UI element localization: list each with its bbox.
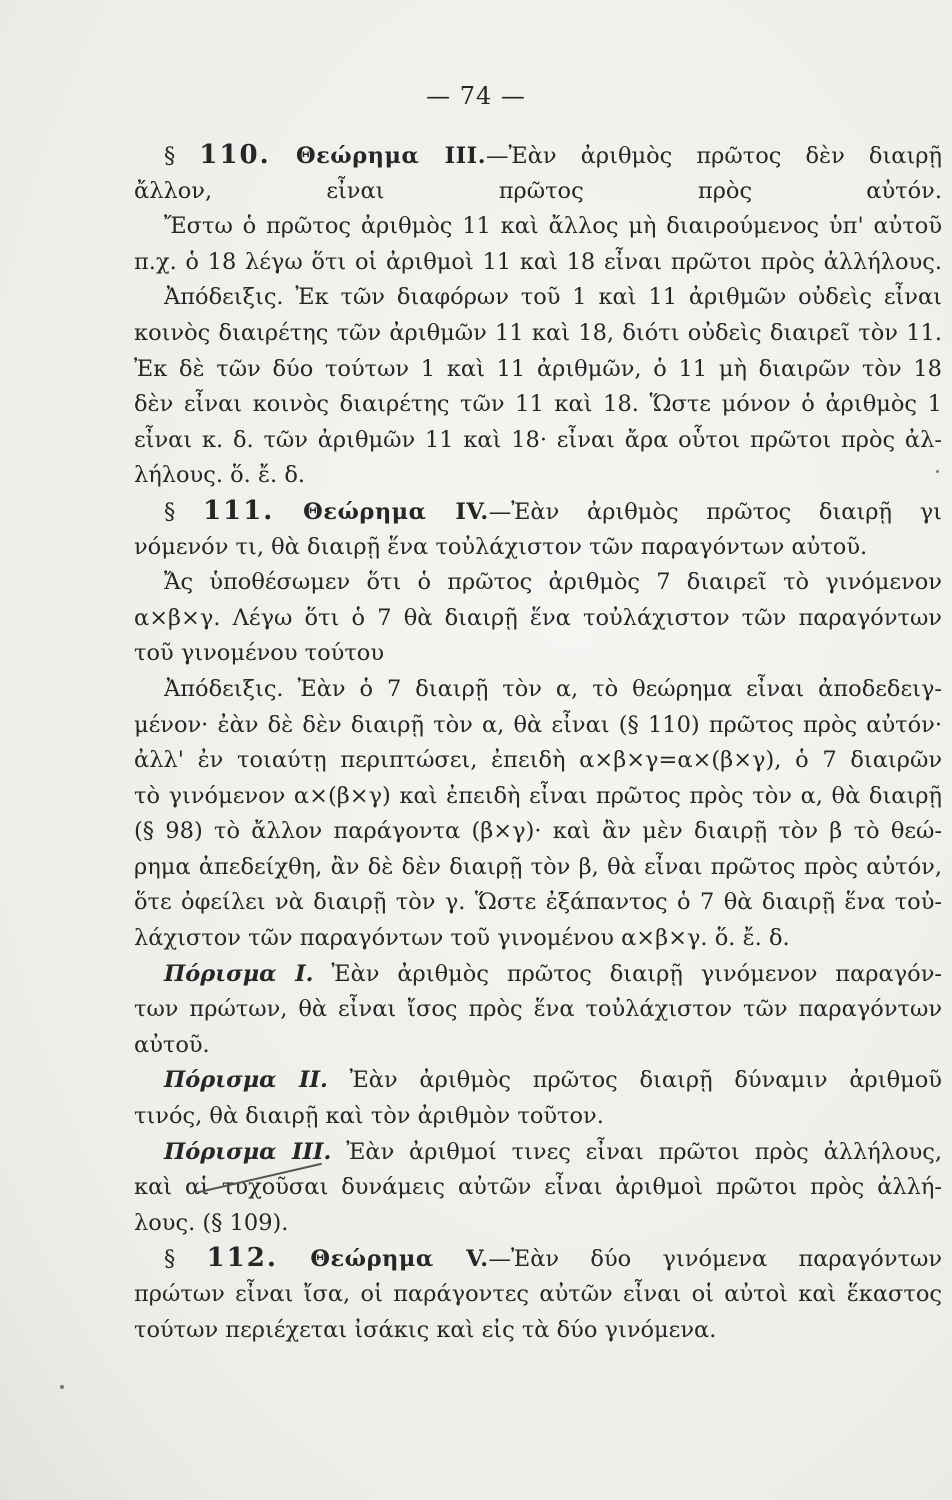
line-text: εἶναι κ. δ. τῶν ἀριθμῶν 11 καὶ 18· εἶναι ἄρα οὗτοι πρῶτοι πρὸς ἀλ- (134, 426, 942, 453)
text-line (134, 458, 942, 494)
text-line (134, 280, 942, 316)
line-text: λήλους. ὅ. ἔ. δ. (134, 462, 306, 489)
ink-speck (60, 1385, 64, 1389)
line-text: Ἔστω ὁ πρῶτος ἀριθμὸς 11 καὶ ἄλλος μὴ διαιρούμενος ὑπ' αὐτοῦ (164, 213, 942, 240)
corollary-heading: Πόρισμα ΙΙΙ. (164, 1138, 332, 1165)
text-line (134, 743, 942, 779)
line-text: Ἀπόδειξις. Ἐκ τῶν διαφόρων τοῦ 1 καὶ 11 ἀριθμῶν οὐδεὶς εἶναι (164, 284, 942, 311)
line-text: Ἐὰν ἀριθμὸς πρῶτος διαιρῇ δύναμιν ἀριθμοῦ (327, 1067, 942, 1094)
page-body-text (134, 138, 942, 1348)
section-sign: § (164, 1246, 207, 1273)
corollary-heading: Πόρισμα Ι. (164, 960, 314, 987)
line-text: Ἄς ὑποθέσωμεν ὅτι ὁ πρῶτος ἀριθμὸς 7 διαιρεῖ τὸ γινόμενον (164, 569, 942, 596)
line-text: —Ἐὰν ἀριθμὸς πρῶτος δὲν διαιρῇ (486, 143, 942, 169)
text-line (134, 138, 942, 174)
line-text: ὅτε ὀφείλει νὰ διαιρῇ τὸν γ. Ὥστε ἐξάπαντος ὁ 7 θὰ διαιρῇ ἕνα τοὐ- (134, 889, 942, 916)
text-line (134, 779, 942, 815)
line-text: π.χ. ὁ 18 λέγω ὅτι οἱ ἀριθμοὶ 11 καὶ 18 εἶναι πρῶτοι πρὸς ἀλλήλους. (134, 248, 942, 275)
ink-speck (936, 470, 939, 473)
text-line (134, 814, 942, 850)
section-sign: § (164, 498, 203, 525)
text-line (134, 992, 942, 1028)
text-line (134, 494, 942, 530)
text-line (134, 1313, 942, 1349)
text-line (134, 423, 942, 459)
line-text: τινός, θὰ διαιρῇ καὶ τὸν ἀριθμὸν τοῦτον. (134, 1103, 604, 1130)
text-line (134, 1028, 942, 1064)
line-text: μένον· ἐὰν δὲ δὲν διαιρῇ τὸν α, θὰ εἶναι (§ 110) πρῶτος πρὸς αὐτόν· (134, 711, 942, 738)
line-text: πρώτων εἶναι ἴσα, οἱ παράγοντες αὐτῶν εἶναι οἱ αὐτοὶ καὶ ἕκαστος (134, 1281, 942, 1307)
theorem-heading: Θεώρημα ΙΙΙ. (270, 143, 487, 169)
text-line (134, 316, 942, 352)
text-line (134, 1241, 942, 1277)
line-text: κοινὸς διαιρέτης τῶν ἀριθμῶν 11 καὶ 18, διότι οὐδεὶς διαιρεῖ τὸν 11. (134, 319, 942, 346)
line-text: —Ἐὰν δύο γινόμενα παραγόντων (488, 1246, 942, 1273)
text-line (134, 1170, 942, 1206)
line-text: τούτων περιέχεται ἰσάκις καὶ εἰς τὰ δύο γινόμενα. (134, 1316, 717, 1343)
line-text: ρημα ἀπεδείχθη, ἂν δὲ δὲν διαιρῇ τὸν β, θὰ εἶναι πρῶτος πρὸς αὐτόν, (134, 853, 942, 880)
line-text: τὸ γινόμενον α×(β×γ) καὶ ἐπειδὴ εἶναι πρῶτος πρὸς τὸν α, θὰ διαιρῇ (134, 782, 942, 809)
line-text: —Ἐὰν ἀριθμὸς πρῶτος διαιρῇ γι (488, 498, 942, 525)
line-text: λάχιστον τῶν παραγόντων τοῦ γινομένου α×β×γ. ὅ. ἔ. δ. (134, 925, 790, 952)
text-line (134, 636, 942, 672)
text-line (134, 1063, 942, 1099)
line-text: Ἐὰν ἀριθμὸς πρῶτος διαιρῇ γινόμενον παραγόν- (313, 960, 942, 987)
text-line (134, 1135, 942, 1171)
line-text: καὶ αἱ τυχοῦσαι δυνάμεις αὐτῶν εἶναι ἀριθμοὶ πρῶτοι πρὸς ἀλλή- (134, 1174, 942, 1201)
text-line (134, 850, 942, 886)
text-line (134, 957, 942, 993)
line-text: ἄλλον, εἶναι πρῶτος πρὸς αὐτόν. (134, 177, 942, 204)
section-sign: § (164, 143, 200, 169)
page-number: — 74 — (426, 82, 526, 110)
text-line (134, 245, 942, 281)
text-line (134, 530, 942, 566)
text-line (134, 1206, 942, 1242)
section-number: 112. (206, 1243, 278, 1274)
line-text: δὲν εἶναι κοινὸς διαιρέτης τῶν 11 καὶ 18. Ὥστε μόνον ὁ ἀριθμὸς 1 (134, 391, 942, 418)
line-text: αὐτοῦ. (134, 1031, 210, 1058)
theorem-heading: Θεώρημα IV. (274, 498, 489, 525)
line-text: (§ 98) τὸ ἄλλον παράγοντα (β×γ)· καὶ ἂν μὲν διαιρῇ τὸν β τὸ θεώ- (134, 818, 942, 845)
text-line (134, 1099, 942, 1135)
text-line (134, 1277, 942, 1313)
line-text: Ἐκ δὲ τῶν δύο τούτων 1 καὶ 11 ἀριθμῶν, ὁ 11 μὴ διαιρῶν τὸν 18 (134, 355, 942, 382)
line-text: νόμενόν τι, θὰ διαιρῇ ἕνα τοὐλάχιστον τῶν παραγόντων αὐτοῦ. (134, 533, 868, 560)
section-number: 111. (202, 495, 275, 526)
text-line (134, 672, 942, 708)
theorem-heading: Θεώρημα V. (277, 1246, 489, 1273)
line-text: Ἐὰν ἀριθμοί τινες εἶναι πρῶτοι πρὸς ἀλλήλους, (331, 1138, 942, 1165)
corollary-heading: Πόρισμα ΙΙ. (164, 1067, 328, 1094)
line-text: των πρώτων, θὰ εἶναι ἴσος πρὸς ἕνα τοὐλάχιστον τῶν παραγόντων (134, 996, 942, 1023)
text-line (134, 387, 942, 423)
line-text: λους. (§ 109). (134, 1209, 289, 1236)
line-text: α×β×γ. Λέγω ὅτι ὁ 7 θὰ διαιρῇ ἕνα τοὐλάχιστον τῶν παραγόντων (134, 604, 942, 631)
section-number: 110. (199, 140, 271, 170)
line-text: τοῦ γινομένου τούτου (134, 640, 384, 667)
line-text: ἀλλ' ἐν τοιαύτῃ περιπτώσει, ἐπειδὴ α×β×γ=α×(β×γ), ὁ 7 διαιρῶν (134, 747, 942, 774)
text-line (134, 209, 942, 245)
text-line (134, 885, 942, 921)
text-line (134, 601, 942, 637)
text-line (134, 174, 942, 210)
line-text: Ἀπόδειξις. Ἐὰν ὁ 7 διαιρῇ τὸν α, τὸ θεώρημα εἶναι ἀποδεδειγ- (164, 675, 942, 702)
text-line (134, 565, 942, 601)
text-line (134, 352, 942, 388)
text-line (134, 708, 942, 744)
text-line (134, 921, 942, 957)
